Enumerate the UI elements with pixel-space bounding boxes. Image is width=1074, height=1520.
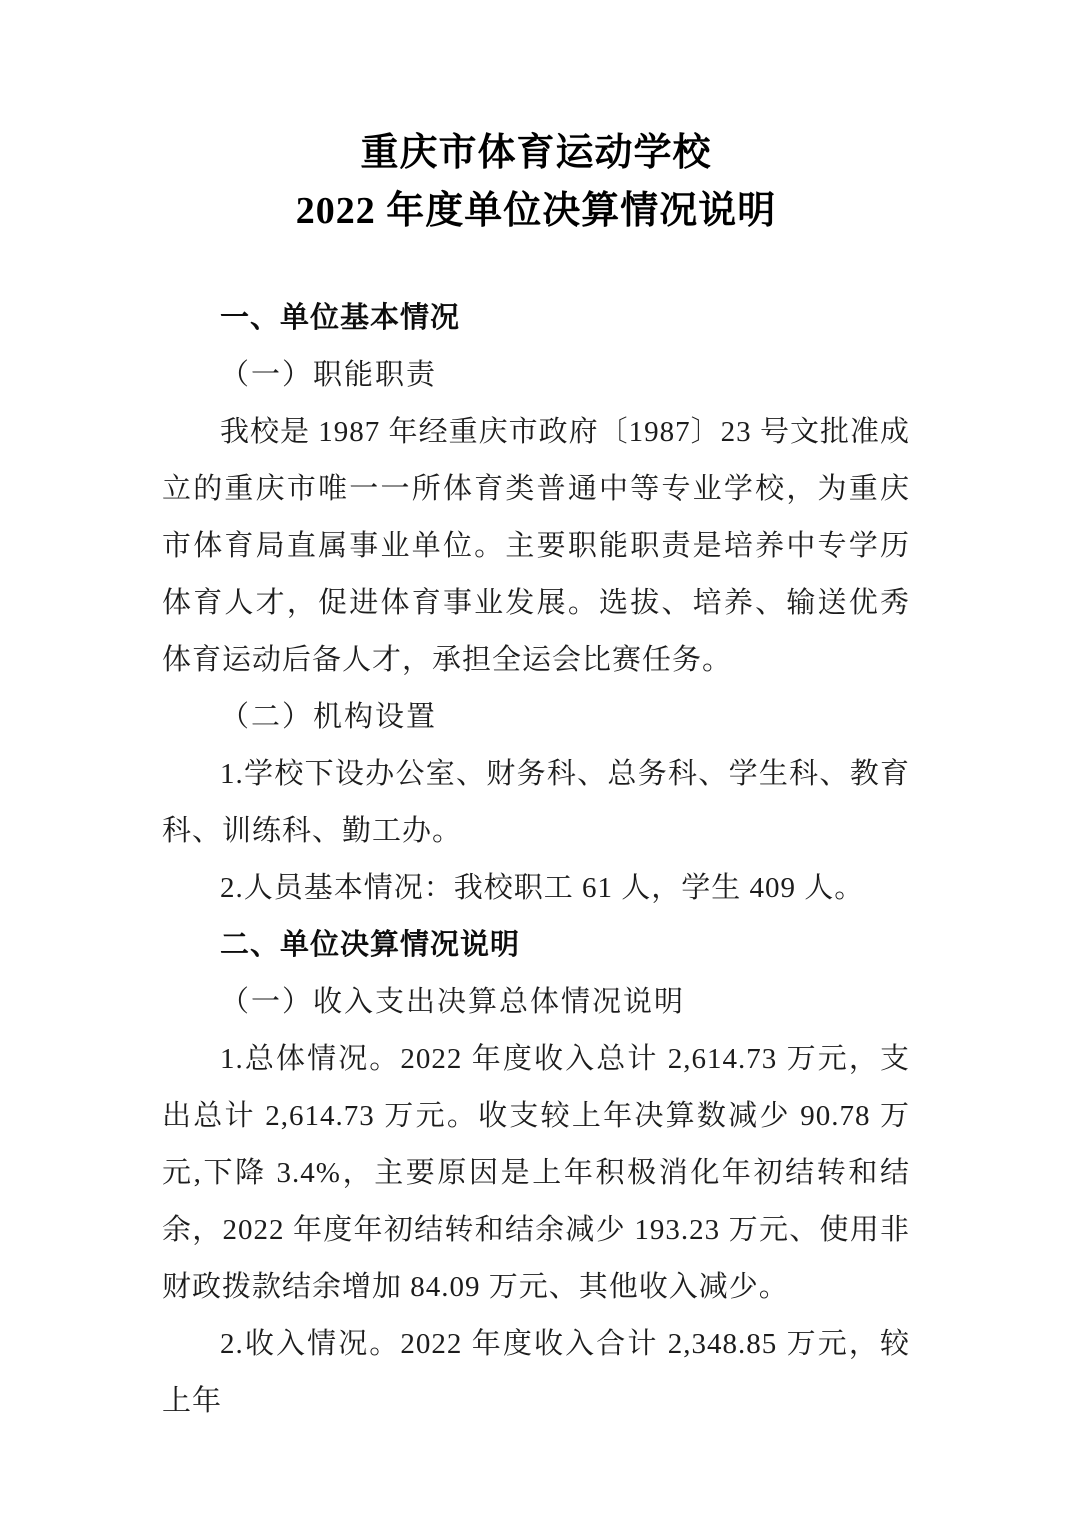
subsection-heading-functions-duties: （一）职能职责 (220, 359, 438, 391)
subsection-heading-income-expenditure-overview: （一）收入支出决算总体情况说明 (220, 986, 686, 1018)
document-title-line-1: 重庆市体育运动学校 (360, 132, 712, 174)
body-paragraph-income-situation: 2.收入情况。2022 年度收入合计 2,348.85 万元，较上年 (162, 1328, 910, 1417)
subsection-heading-organization-setup: （二）机构设置 (220, 701, 438, 733)
document-title (162, 124, 910, 240)
section-heading-final-accounts: 二、单位决算情况说明 (220, 929, 521, 961)
body-paragraph-departments: 1.学校下设办公室、财务科、总务科、学生科、教育科、训练科、勤工办。 (162, 758, 910, 847)
document-title-line-2: 2022 年度单位决算情况说明 (295, 190, 777, 232)
body-paragraph-school-intro: 我校是 1987 年经重庆市政府〔1987〕23 号文批准成立的重庆市唯一一所体育类普通中等专业学校，为重庆市体育局直属事业单位。主要职能职责是培养中专学历体育人才，促进体育事业发展。选拔、培养、输送优秀体育运动后备人才，承担全运会比赛任务。 (162, 416, 910, 676)
section-heading-unit-basic-info: 一、单位基本情况 (220, 302, 461, 334)
body-paragraph-overall-situation: 1.总体情况。2022 年度收入总计 2,614.73 万元，支出总计 2,614.73 万元。收支较上年决算数减少 90.78 万元,下降 3.4%，主要原因是上年积极消化年初结转和结余，2022 年度年初结转和结余减少 193.23 万元、使用非财政拨款结余增加 84.09 万元、其他收入减少。 (162, 1043, 910, 1303)
body-paragraph-personnel: 2.人员基本情况：我校职工 61 人，学生 409 人。 (220, 872, 865, 904)
